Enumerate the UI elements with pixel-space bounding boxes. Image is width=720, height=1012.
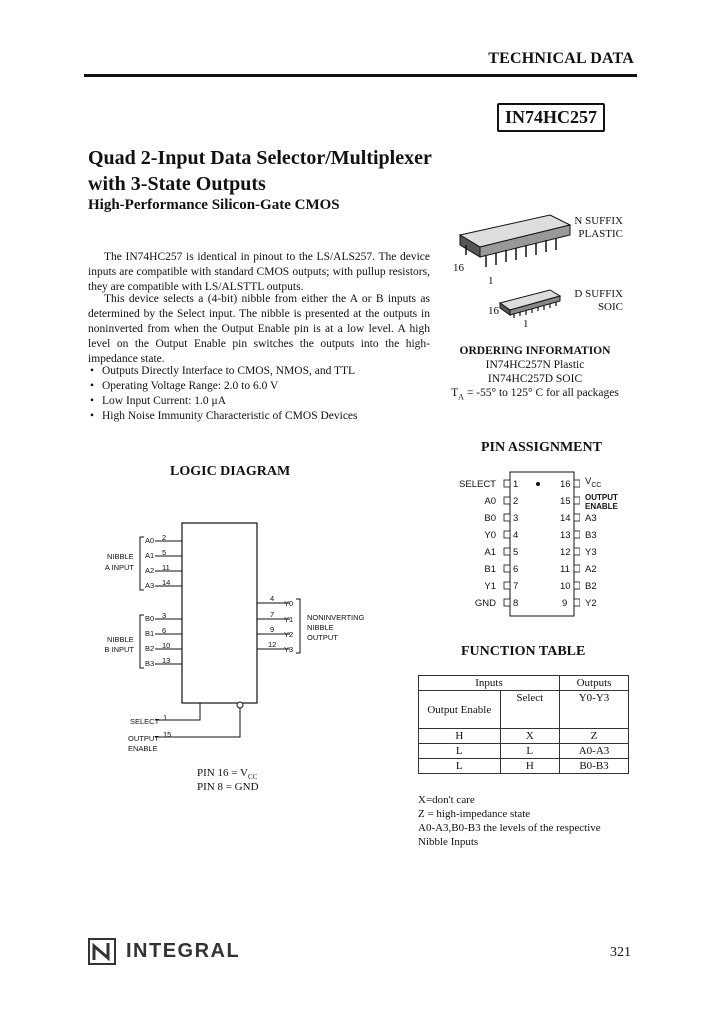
pin-right-14: A3 [585, 513, 597, 524]
brand-name: INTEGRAL [126, 940, 241, 962]
pin-right-15: OUTPUT ENABLE [585, 493, 618, 511]
pin-num-8: 8 [513, 598, 519, 609]
pin-assignment-chip [500, 470, 580, 620]
select-pin: 1 [163, 713, 168, 722]
pin8-note: PIN 8 = GND [197, 781, 259, 793]
table-row: H X Z [419, 729, 629, 744]
output-y0-label: Y0 [284, 599, 294, 608]
header-label: TECHNICAL DATA [488, 50, 634, 67]
output-y0-pin: 4 [270, 594, 275, 603]
pin-left-1: SELECT [459, 479, 496, 490]
pin-num-11: 11 [560, 564, 570, 575]
input-b1-label: B1 [145, 629, 155, 638]
pin-right-10: B2 [585, 581, 597, 592]
pin-right-11: A2 [585, 564, 597, 575]
pin-num-14: 14 [560, 513, 571, 524]
ordering-line-3: $T_A = -55^\circ$ to 125° C for all packages [451, 387, 619, 402]
input-a3-pin: 14 [162, 578, 171, 587]
nibble-a-label: NIBBLE [107, 552, 134, 561]
input-a0-pin: 2 [162, 533, 167, 542]
pin-assignment-heading: PIN ASSIGNMENT [481, 440, 602, 455]
pin-right-12: Y3 [585, 547, 597, 558]
output-enable-pin: 15 [163, 730, 172, 739]
pin-num-2: 2 [513, 496, 519, 507]
soic-pin16-label: 16 [488, 305, 499, 317]
title-line-1: Quad 2-Input Data Selector/Multiplexer [88, 147, 432, 169]
pin-num-6: 6 [513, 564, 519, 575]
pin-left-6: B1 [484, 564, 496, 575]
ordering-line-2: IN74HC257D SOIC [487, 373, 583, 385]
pin-num-10: 10 [560, 581, 571, 592]
header-rule [84, 74, 637, 77]
feature-list [88, 364, 428, 424]
input-a3-label: A3 [145, 581, 155, 590]
description-paragraph-1: The IN74HC257 is identical in pinout to the LS/ALS257. The device inputs are compatible with standard CMOS outputs; with pullup resistors, they are compatible with LS/ALSTTL outputs. [88, 251, 430, 293]
feature-item: • Low Input Current: 1.0 μA [90, 395, 227, 407]
pin-right-9: Y2 [585, 598, 597, 609]
subtitle: High-Performance Silicon-Gate CMOS [88, 197, 340, 213]
output-y3-label: Y3 [284, 645, 294, 654]
logic-block [182, 523, 257, 703]
ordering-heading: ORDERING INFORMATION [459, 345, 611, 357]
feature-item: • High Noise Immunity Characteristic of CMOS Devices [90, 410, 358, 422]
feature-item: • Outputs Directly Interface to CMOS, NMOS, and TTL [90, 365, 356, 377]
outputs-header: Outputs [560, 676, 629, 691]
pin-left-7: Y1 [484, 581, 496, 592]
output-y2-label: Y2 [284, 630, 294, 639]
dip-package-drawing [460, 215, 570, 267]
col-y-outputs: Y0-Y3 [560, 691, 629, 729]
input-b3-label: B3 [145, 659, 155, 668]
page-number: 321 [610, 945, 631, 960]
output-enable-label: OUTPUT ENABLE [128, 734, 159, 753]
pin-left-2: A0 [484, 496, 496, 507]
output-y1-label: Y1 [284, 615, 294, 624]
description-paragraph-2: This device selects a (4-bit) nibble from either the A or B inputs as determined by the Select input. The nibble is presented at the outputs in noninverted from when the Output Enable pin is at a low level. A high level on the Output Enable pin switches the outputs into the high-impedance state. [88, 293, 430, 365]
soic-pin1-label: 1 [523, 318, 529, 330]
n-suffix-label: N SUFFIX PLASTIC [574, 215, 623, 240]
output-y3-pin: 12 [268, 640, 277, 649]
pin-num-12: 12 [560, 547, 571, 558]
pin-right-16: $V_{CC}$ [585, 476, 602, 489]
pin-num-7: 7 [513, 581, 519, 592]
pin-num-9: 9 [562, 598, 568, 609]
function-table [418, 675, 629, 774]
pin-num-1: 1 [513, 479, 519, 490]
d-suffix-label: D SUFFIX SOIC [574, 288, 623, 313]
table-row: L L A0-A3 [419, 744, 629, 759]
function-table-notes: X=don't care Z = high-impedance state A0-A3,B0-B3 the levels of the respective Nibble Inputs [418, 794, 601, 848]
table-row: L H B0-B3 [419, 759, 629, 774]
soic-package-drawing [500, 290, 560, 318]
noninverting-output-label: NONINVERTING NIBBLE OUTPUT [307, 613, 365, 642]
input-b3-pin: 13 [162, 656, 171, 665]
nibble-a-label-2: A INPUT [104, 563, 134, 572]
pin-num-5: 5 [513, 547, 519, 558]
input-a2-pin: 11 [162, 563, 170, 572]
col-select: Select [500, 691, 559, 729]
dip-pin1-label: 1 [488, 275, 494, 287]
pin16-note: PIN $16 = V_{CC}$ [197, 767, 258, 782]
input-a1-label: A1 [145, 551, 155, 560]
logic-diagram-heading: LOGIC DIAGRAM [170, 464, 291, 479]
output-y1-pin: 7 [270, 610, 275, 619]
col-output-enable: Output Enable [419, 691, 501, 729]
pin-left-3: B0 [484, 513, 496, 524]
pin-left-4: Y0 [484, 530, 496, 541]
dip-pin16-label: 16 [453, 262, 464, 274]
pin-num-16: 16 [560, 479, 571, 490]
function-table-heading: FUNCTION TABLE [461, 644, 586, 659]
title-line-2: with 3-State Outputs [88, 173, 266, 195]
nibble-b-label: NIBBLE [107, 635, 134, 644]
nibble-b-label-2: B INPUT [104, 645, 134, 654]
input-a1-pin: 5 [162, 548, 167, 557]
pin-left-5: A1 [484, 547, 496, 558]
input-b1-pin: 6 [162, 626, 167, 635]
pin-right-13: B3 [585, 530, 597, 541]
input-b0-label: B0 [145, 614, 155, 623]
inputs-header: Inputs [419, 676, 560, 691]
pin-num-3: 3 [513, 513, 519, 524]
part-number-box: IN74HC257 [497, 103, 605, 132]
pin-num-13: 13 [560, 530, 571, 541]
integral-logo-icon [88, 938, 118, 966]
select-label: SELECT [130, 717, 160, 726]
input-a0-label: A0 [145, 536, 155, 545]
pin-left-8: GND [474, 598, 496, 609]
pin-num-4: 4 [513, 530, 519, 541]
input-b0-pin: 3 [162, 611, 167, 620]
ordering-information [435, 344, 635, 404]
output-y2-pin: 9 [270, 625, 275, 634]
pin-num-15: 15 [560, 496, 571, 507]
input-b2-label: B2 [145, 644, 155, 653]
feature-item: • Operating Voltage Range: 2.0 to 6.0 V [90, 380, 279, 392]
input-b2-pin: 10 [162, 641, 171, 650]
ordering-line-1: IN74HC257N Plastic [485, 359, 585, 371]
input-a2-label: A2 [145, 566, 155, 575]
